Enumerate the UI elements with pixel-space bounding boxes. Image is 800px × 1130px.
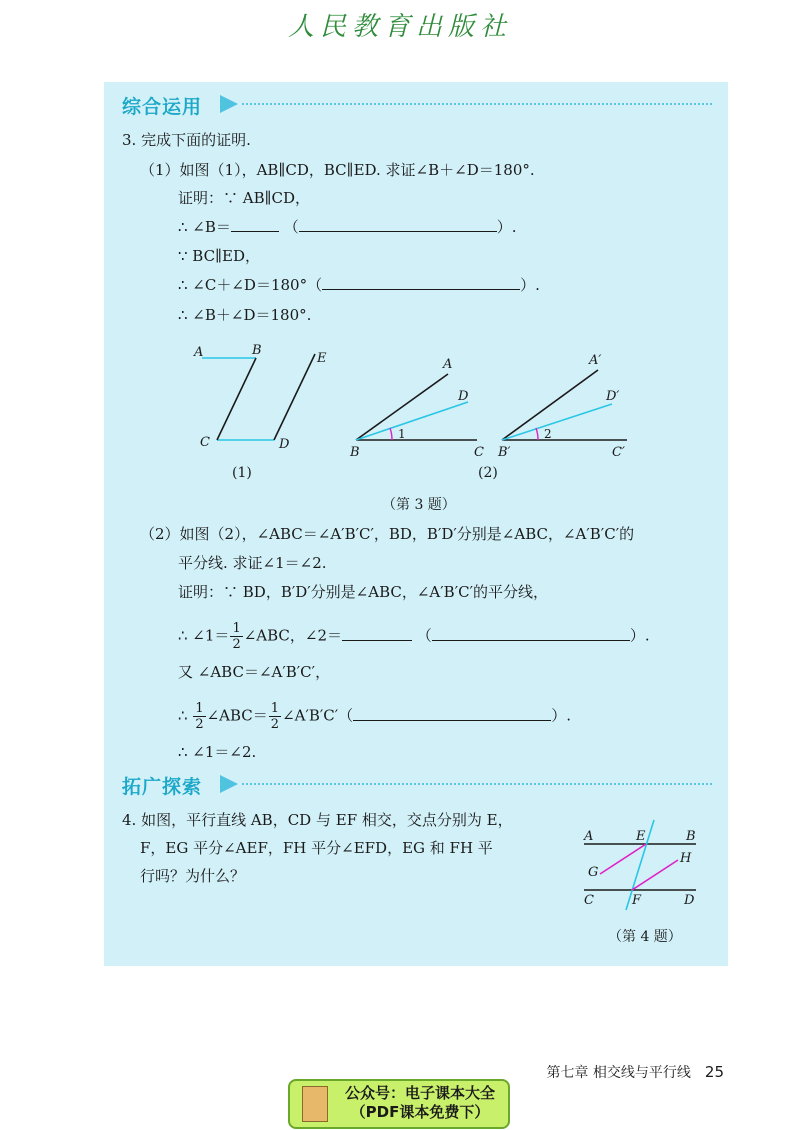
reason-blank[interactable] [432, 626, 630, 641]
q3-part2-proof-line2 [178, 621, 650, 652]
label-c-prime: C′ [612, 445, 625, 460]
proof-text: ∴ [178, 706, 193, 725]
label-e: E [636, 829, 646, 844]
label-a-prime: A′ [589, 353, 602, 368]
q3-part2-stem-line2: 平分线. 求证∠1＝∠2. [178, 554, 327, 572]
q4-text-line2: F，EG 平分∠AEF，FH 平分∠EFD，EG 和 FH 平 [140, 839, 493, 857]
q3-figure-caption: （第 3 题） [382, 497, 456, 513]
q3-part1-proof-line3: ∵ BC∥ED， [178, 247, 260, 265]
label-b: B [350, 445, 360, 460]
fraction-denominator: 2 [195, 717, 204, 732]
banner-text [336, 1084, 504, 1122]
q3-part2-stem-line1: （2）如图（2），∠ABC＝∠A′B′C′，BD，B′D′分别是∠ABC，∠A′B′C′的 [140, 525, 635, 543]
section-divider [242, 103, 712, 105]
proof-text: ∠ABC，∠2＝ [243, 626, 343, 645]
bisector-fh [632, 860, 678, 890]
label-a: A [584, 829, 594, 844]
section-title-extension: 拓广探索 [122, 776, 203, 798]
proof-text: ）. [629, 626, 650, 645]
banner-line2: （PDF课本免费下） [350, 1103, 490, 1121]
q3-part1-proof-line2 [178, 217, 516, 237]
angle-1-label: 1 [398, 427, 406, 441]
proof-text: ∠ABC＝ [206, 706, 268, 725]
label-f: F [632, 893, 642, 908]
label-b: B [252, 343, 262, 358]
proof-text: ∴ ∠C＋∠D＝180°（ [178, 276, 323, 294]
fraction-denominator: 2 [270, 717, 280, 732]
segment-ed [274, 354, 315, 440]
page-footer [546, 1062, 724, 1082]
publisher-logo: 人民教育出版社 [287, 12, 512, 42]
section-title-comprehensive: 综合运用 [122, 96, 203, 118]
q3-part1-stem: （1）如图（1），AB∥CD，BC∥ED. 求证∠B＋∠D＝180°. [140, 161, 535, 179]
chapter-title: 第七章 相交线与平行线 [546, 1065, 691, 1081]
fraction-denominator: 2 [232, 637, 241, 652]
fraction-numerator: 1 [232, 621, 241, 636]
reason-blank[interactable] [322, 275, 520, 290]
proof-text: ）. [496, 218, 517, 236]
fraction-half [269, 701, 281, 732]
figure-2-right [497, 353, 627, 460]
q3-part2-proof-line5: ∴ ∠1＝∠2. [178, 743, 257, 761]
q3-figures [180, 340, 650, 490]
q3-stem: 3. 完成下面的证明. [122, 131, 251, 149]
section-arrow-icon [220, 95, 238, 113]
proof-text: ）. [520, 276, 540, 294]
segment-bc [217, 358, 256, 440]
q4-figure [578, 812, 708, 922]
label-e: E [317, 351, 327, 366]
q3-part2-proof-line4 [178, 701, 571, 732]
label-b-prime: B′ [498, 445, 511, 460]
angle-2-label: 2 [544, 427, 552, 441]
q3-part2-proof-line1: 证明：∵ BD，B′D′分别是∠ABC，∠A′B′C′的平分线， [178, 583, 548, 601]
banner-line1: 公众号：电子课本大全 [344, 1084, 495, 1102]
fraction-half [193, 701, 205, 732]
fraction-numerator: 1 [195, 701, 204, 716]
q3-part1-proof-line5: ∴ ∠B＋∠D＝180°. [178, 306, 312, 324]
reason-blank[interactable] [353, 706, 551, 721]
fraction-numerator: 1 [270, 701, 280, 716]
bisector-b-prime-d-prime [502, 404, 612, 440]
label-d: D [279, 437, 290, 452]
label-d-prime: D′ [606, 389, 620, 404]
page-number: 25 [704, 1063, 724, 1081]
figure-1 [193, 343, 327, 452]
watermark-banner [288, 1079, 510, 1129]
q3-part2-proof-line3: 又 ∠ABC＝∠A′B′C′， [178, 663, 331, 681]
proof-text: （ [416, 626, 432, 645]
proof-text: ∴ ∠B＝ [178, 218, 231, 236]
label-c: C [474, 445, 484, 460]
answer-blank[interactable] [342, 626, 412, 641]
figure-1-caption: (1) [232, 465, 252, 481]
q4-figure-caption: （第 4 题） [608, 929, 682, 945]
proof-text: （ [283, 218, 299, 236]
proof-text: ∴ ∠1＝ [178, 626, 230, 645]
label-g: G [588, 865, 599, 880]
label-d: D [458, 389, 469, 404]
proof-text: ∠A′B′C′（ [282, 706, 354, 725]
q4-text-line3: 行吗？为什么？ [140, 867, 246, 885]
angle-2-arc [536, 428, 538, 440]
label-c: C [584, 893, 594, 908]
fraction-half [230, 621, 242, 652]
label-d: D [684, 893, 695, 908]
bisector-bd [356, 402, 468, 440]
q4-text-line1: 4. 如图，平行直线 AB，CD 与 EF 相交，交点分别为 E， [122, 811, 513, 829]
section-arrow-icon [220, 775, 238, 793]
proof-text: ）. [551, 706, 571, 725]
label-c: C [200, 435, 210, 450]
label-h: H [680, 851, 692, 866]
figure-2-left [349, 357, 484, 460]
answer-blank[interactable] [231, 217, 279, 232]
q3-part1-proof-line1: 证明：∵ AB∥CD， [178, 189, 311, 207]
label-a: A [443, 357, 453, 372]
label-b: B [686, 829, 696, 844]
section-divider [242, 783, 712, 785]
angle-1-arc [390, 428, 392, 440]
q3-part1-proof-line4 [178, 275, 540, 295]
reason-blank[interactable] [299, 217, 497, 232]
figure-2-caption: (2) [478, 465, 498, 481]
label-a: A [194, 345, 204, 360]
book-icon [302, 1086, 328, 1122]
